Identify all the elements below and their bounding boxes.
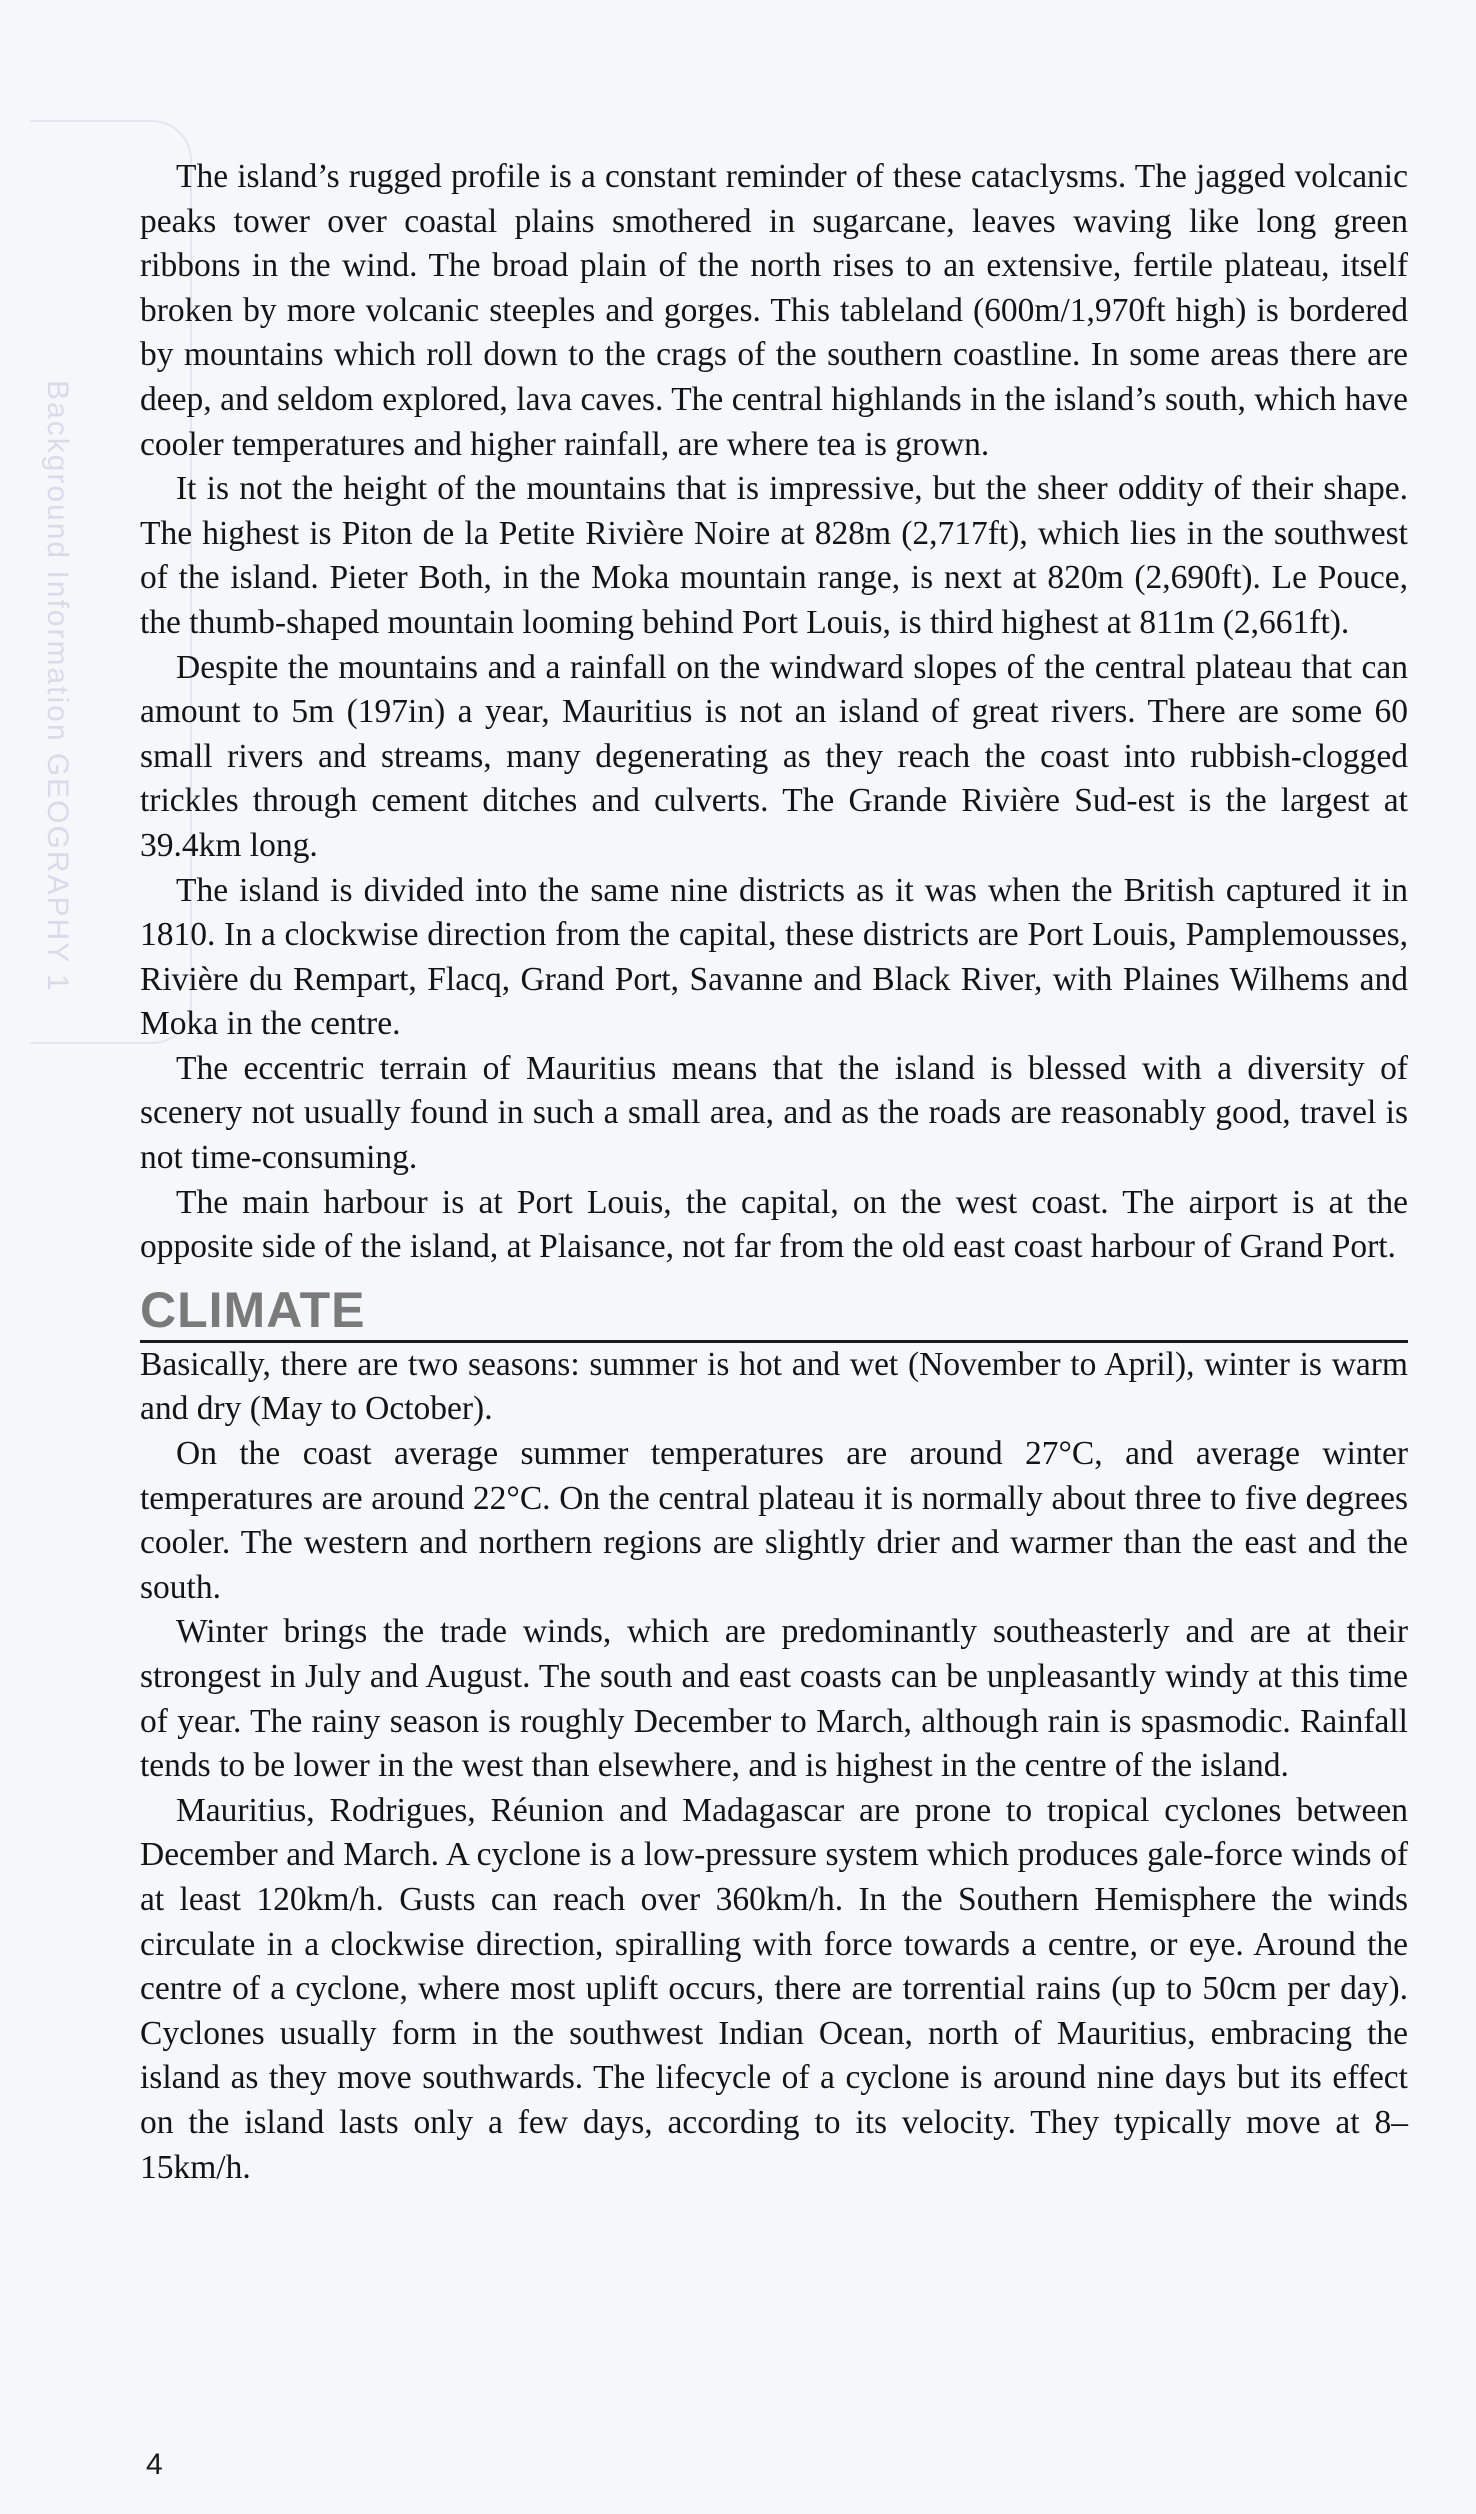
paragraph: The island is divided into the same nine districts as it was when the British captured it in 1810. In a clockwise direction from the capital, these districts are Port Louis, Pamplemousses, Rivière du Rempart, Flacq, Grand Port, Savanne and Black River, with Plaines Wilhems and Moka in the centre. bbox=[140, 871, 1408, 1043]
paragraph: On the coast average summer temperatures are around 27°C, and average winter temperatures are around 22°C. On the central plateau it is normally about three to five degrees cooler. The western and northern regions are slightly drier and warmer than the east and the south. bbox=[140, 1435, 1408, 1606]
paragraph: Basically, there are two seasons: summer is hot and wet (November to April), winter is warm and dry (May to October). bbox=[140, 1345, 1408, 1428]
paragraph: Despite the mountains and a rainfall on the windward slopes of the central plateau that can amount to 5m (197in) a year, Mauritius is not an island of great rivers. There are some 60 small rivers and streams, many degenerating as they reach the coast into rubbish-clogged trickles through cement ditches and culverts. The Grande Rivière Sud-est is the largest at 39.4km long. bbox=[140, 648, 1408, 864]
paragraph: The eccentric terrain of Mauritius means that the island is blessed with a diversity of scenery not usually found in such a small area, and as the roads are reasonably good, travel is not time-consuming. bbox=[140, 1049, 1408, 1177]
side-tab-text: Background Information GEOGRAPHY 1 bbox=[41, 380, 74, 993]
paragraph: It is not the height of the mountains that is impressive, but the sheer oddity of their shape. The highest is Piton de la Petite Rivière Noire at 828m (2,717ft), which lies in the southwest of the island. Pieter Both, in the Moka mountain range, is next at 820m (2,690ft). Le Pouce, the thumb-shaped mountain looming behind Port Louis, is third highest at 811m (2,661ft). bbox=[140, 470, 1408, 641]
paragraph: Winter brings the trade winds, which are predominantly southeasterly and are at their strongest in July and August. The south and east coasts can be unpleasantly windy at this time of year. The rainy season is roughly December to March, although rain is spasmodic. Rainfall tends to be lower in the west than elsewhere, and is highest in the centre of the island. bbox=[140, 1613, 1408, 1785]
paragraph: The island’s rugged profile is a constant reminder of these cataclysms. The jagged volcanic peaks tower over coastal plains smothered in sugarcane, leaves waving like long green ribbons in the wind. The broad plain of the north rises to an extensive, fertile plateau, itself broken by more volcanic steeples and gorges. This tableland (600m/1,970ft high) is bordered by mountains which roll down to the crags of the southern coastline. In some areas there are deep, and seldom explored, lava caves. The central highlands in the island’s south, which have cooler temperatures and higher rainfall, are where tea is grown. bbox=[140, 158, 1408, 463]
section-heading-climate: CLIMATE bbox=[140, 1282, 1408, 1343]
paragraph: The main harbour is at Port Louis, the capital, on the west coast. The airport is at the opposite side of the island, at Plaisance, not far from the old east coast harbour of Grand Port. bbox=[140, 1183, 1408, 1266]
page-body bbox=[140, 155, 1408, 2190]
paragraph: Mauritius, Rodrigues, Réunion and Madagascar are prone to tropical cyclones between December and March. A cyclone is a low-pressure system which produces gale-force winds of at least 120km/h. Gusts can reach over 360km/h. In the Southern Hemisphere the winds circulate in a clockwise direction, spiralling with force towards a centre, or eye. Around the centre of a cyclone, where most uplift occurs, there are torrential rains (up to 50cm per day). Cyclones usually form in the southwest Indian Ocean, north of Mauritius, embracing the island as they move southwards. The lifecycle of a cyclone is around nine days but its effect on the island lasts only a few days, according to its velocity. They typically move at 8–15km/h. bbox=[140, 1791, 1408, 2186]
page-number: 4 bbox=[146, 2448, 163, 2481]
